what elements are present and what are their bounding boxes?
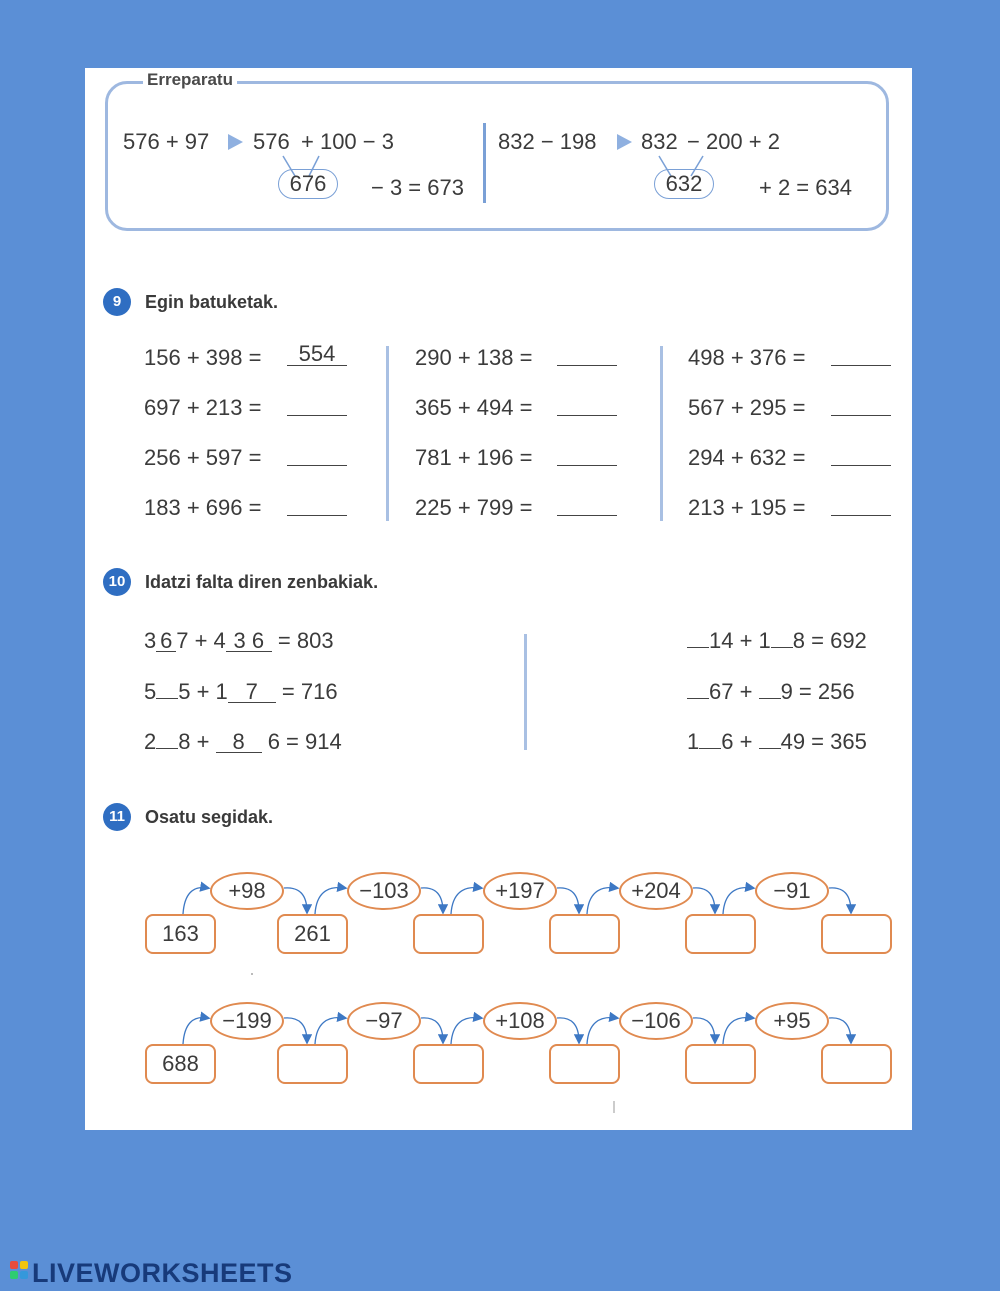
- answer-blank[interactable]: [831, 443, 891, 466]
- answer-blank[interactable]: [287, 443, 347, 466]
- digit-blank[interactable]: [687, 647, 709, 648]
- logo-square: [20, 1271, 28, 1279]
- digit-blank[interactable]: [156, 748, 178, 749]
- answer-blank[interactable]: [557, 443, 617, 466]
- sequence-operation-oval: −199: [210, 1002, 284, 1040]
- column-divider: [524, 634, 527, 750]
- answer-blank[interactable]: [557, 493, 617, 516]
- observe-left-rewrite-a: 576: [253, 129, 290, 154]
- sum-expression: 213 + 195 =: [688, 495, 806, 520]
- digit-blank[interactable]: [771, 647, 793, 648]
- digit-blank[interactable]: [699, 748, 721, 749]
- answer-blank[interactable]: [557, 343, 617, 366]
- column-divider: [660, 346, 663, 521]
- scan-speck: [251, 973, 253, 975]
- sequence-answer-box[interactable]: [549, 1044, 620, 1084]
- missing-digit-row: 1 6 + 49 = 365: [687, 729, 867, 754]
- observe-title: Erreparatu: [143, 70, 237, 90]
- arrow-right-icon: [228, 134, 243, 150]
- sum-expression: 256 + 597 =: [144, 445, 262, 470]
- sum-expression: 156 + 398 =: [144, 345, 262, 370]
- sequence-operation-oval: +204: [619, 872, 693, 910]
- sequence-answer-box[interactable]: [685, 1044, 756, 1084]
- sum-expression: 697 + 213 =: [144, 395, 262, 420]
- observe-right-tail: + 2 = 634: [759, 175, 852, 200]
- digit-blank[interactable]: 6: [156, 631, 176, 652]
- missing-digit-row: 67 + 9 = 256: [687, 679, 855, 705]
- answer-blank[interactable]: [831, 493, 891, 516]
- digit-blank[interactable]: 7: [228, 682, 276, 703]
- sum-expression: 365 + 494 =: [415, 395, 533, 420]
- sequence-operation-oval: −97: [347, 1002, 421, 1040]
- sequence-answer-box[interactable]: [277, 1044, 348, 1084]
- missing-digit-row: 14 + 1 8 = 692: [687, 628, 867, 654]
- answer-blank[interactable]: [287, 493, 347, 516]
- digit-blank[interactable]: [687, 698, 709, 699]
- observe-left-expr: 576 + 97: [123, 129, 210, 154]
- sequence-answer-box[interactable]: 261: [277, 914, 348, 954]
- digit-blank[interactable]: [759, 748, 781, 749]
- sequence-answer-box[interactable]: [413, 1044, 484, 1084]
- answer-blank[interactable]: 554: [287, 343, 347, 366]
- digit-blank[interactable]: 8: [216, 732, 262, 753]
- observe-left-partial: 676: [278, 169, 338, 199]
- digit-blank[interactable]: [759, 698, 781, 699]
- observe-box: [105, 81, 889, 231]
- sequence-answer-box[interactable]: [549, 914, 620, 954]
- logo-square: [10, 1261, 18, 1269]
- missing-digit-row: 5 5 + 1 7 = 716: [144, 679, 338, 704]
- exercise-number-badge: 11: [103, 803, 131, 831]
- observe-right-rewrite-b: − 200 + 2: [687, 129, 780, 154]
- sequence-answer-box[interactable]: [821, 914, 892, 954]
- sum-expression: 290 + 138 =: [415, 345, 533, 370]
- sequence-answer-box[interactable]: [821, 1044, 892, 1084]
- sum-expression: 781 + 196 =: [415, 445, 533, 470]
- exercise-number-badge: 9: [103, 288, 131, 316]
- observe-right-partial: 632: [654, 169, 714, 199]
- missing-digit-row: 2 8 + 8 6 = 914: [144, 729, 342, 754]
- observe-right-expr: 832 − 198: [498, 129, 597, 154]
- sequence-operation-oval: +98: [210, 872, 284, 910]
- exercise-title: Egin batuketak.: [145, 292, 279, 312]
- digit-blank[interactable]: 3 6: [226, 631, 272, 652]
- answer-blank[interactable]: [831, 343, 891, 366]
- exercise-title: Osatu segidak.: [145, 807, 274, 827]
- sequence-start-box: 163: [145, 914, 216, 954]
- sum-expression: 225 + 799 =: [415, 495, 533, 520]
- exercise-title: Idatzi falta diren zenbakiak.: [145, 572, 379, 592]
- observe-divider: [483, 123, 486, 203]
- sequence-operation-oval: +95: [755, 1002, 829, 1040]
- sequence-start-box: 688: [145, 1044, 216, 1084]
- sequence-operation-oval: −106: [619, 1002, 693, 1040]
- sum-expression: 567 + 295 =: [688, 395, 806, 420]
- answer-blank[interactable]: [831, 393, 891, 416]
- sequence-operation-oval: −103: [347, 872, 421, 910]
- logo-text: LIVEWORKSHEETS: [32, 1258, 293, 1288]
- sequence-answer-box[interactable]: [685, 914, 756, 954]
- scan-mark: [613, 1101, 615, 1113]
- sum-expression: 183 + 696 =: [144, 495, 262, 520]
- answer-blank[interactable]: [557, 393, 617, 416]
- arrow-right-icon: [617, 134, 632, 150]
- sequence-operation-oval: +108: [483, 1002, 557, 1040]
- digit-blank[interactable]: [156, 698, 178, 699]
- logo-square: [20, 1261, 28, 1269]
- answer-blank[interactable]: [287, 393, 347, 416]
- observe-right-rewrite-a: 832: [641, 129, 678, 154]
- exercise-number-badge: 10: [103, 568, 131, 596]
- column-divider: [386, 346, 389, 521]
- observe-left-tail: − 3 = 673: [371, 175, 464, 200]
- logo-square: [10, 1271, 18, 1279]
- sequence-operation-oval: +197: [483, 872, 557, 910]
- sum-expression: 294 + 632 =: [688, 445, 806, 470]
- sum-expression: 498 + 376 =: [688, 345, 806, 370]
- observe-left-rewrite-b: + 100 − 3: [301, 129, 394, 154]
- worksheet-page: [85, 68, 912, 1130]
- sequence-answer-box[interactable]: [413, 914, 484, 954]
- missing-digit-row: 3 6 7 + 4 3 6 = 803: [144, 628, 334, 653]
- sequence-operation-oval: −91: [755, 872, 829, 910]
